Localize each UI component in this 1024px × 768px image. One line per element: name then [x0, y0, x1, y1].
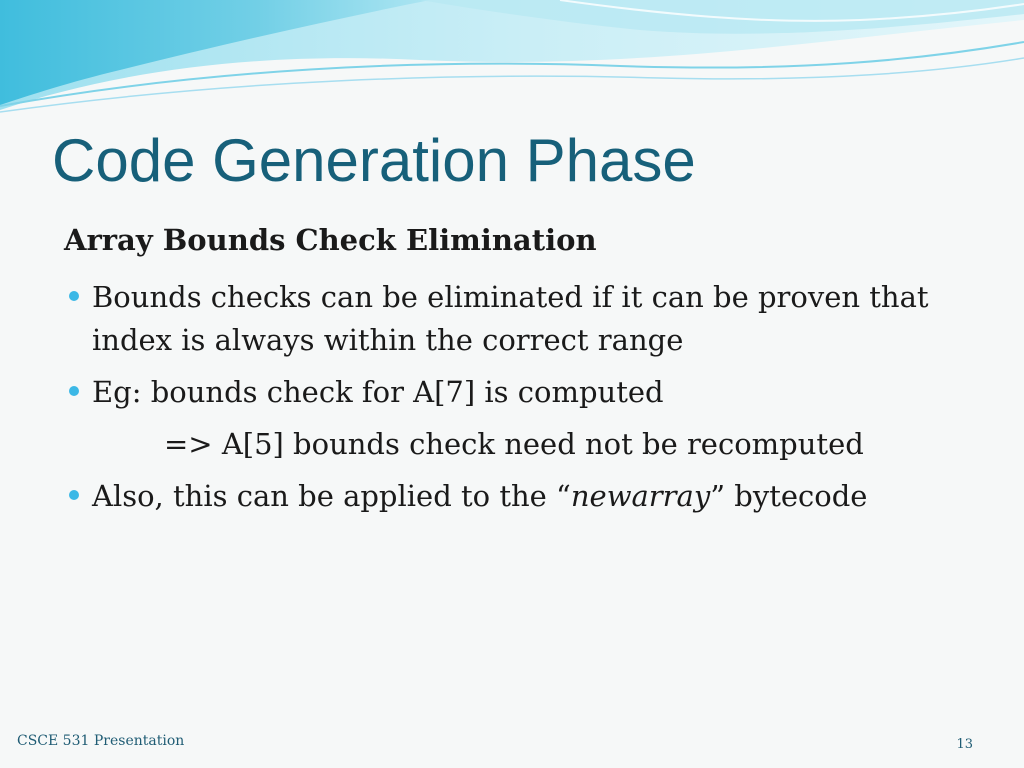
bullet-text: Eg: bounds check for A[7] is computed — [92, 375, 664, 409]
bullet-list — [62, 276, 942, 527]
bullet-text-italic: newarray — [570, 479, 711, 513]
bullet-text-suffix: ” bytecode — [710, 479, 868, 513]
bullet-dot-icon — [69, 291, 79, 301]
bullet-item — [62, 371, 942, 414]
slide-number: 13 — [956, 737, 973, 752]
bullet-text-prefix: Also, this can be applied to the “ — [92, 479, 571, 513]
bullet-dot-icon — [69, 490, 79, 500]
slide-title: Code Generation Phase — [52, 127, 696, 194]
footer-presentation-label: CSCE 531 Presentation — [17, 733, 185, 749]
bullet-item — [62, 276, 942, 362]
bullet-item — [62, 475, 942, 518]
bullet-text: Bounds checks can be eliminated if it can be proven that index is always within the correct range — [92, 280, 929, 357]
bullet-dot-icon — [69, 386, 79, 396]
indented-line: => A[5] bounds check need not be recomputed — [164, 427, 864, 461]
slide-subheading: Array Bounds Check Elimination — [64, 223, 597, 257]
header-wave-decoration — [0, 0, 1024, 120]
